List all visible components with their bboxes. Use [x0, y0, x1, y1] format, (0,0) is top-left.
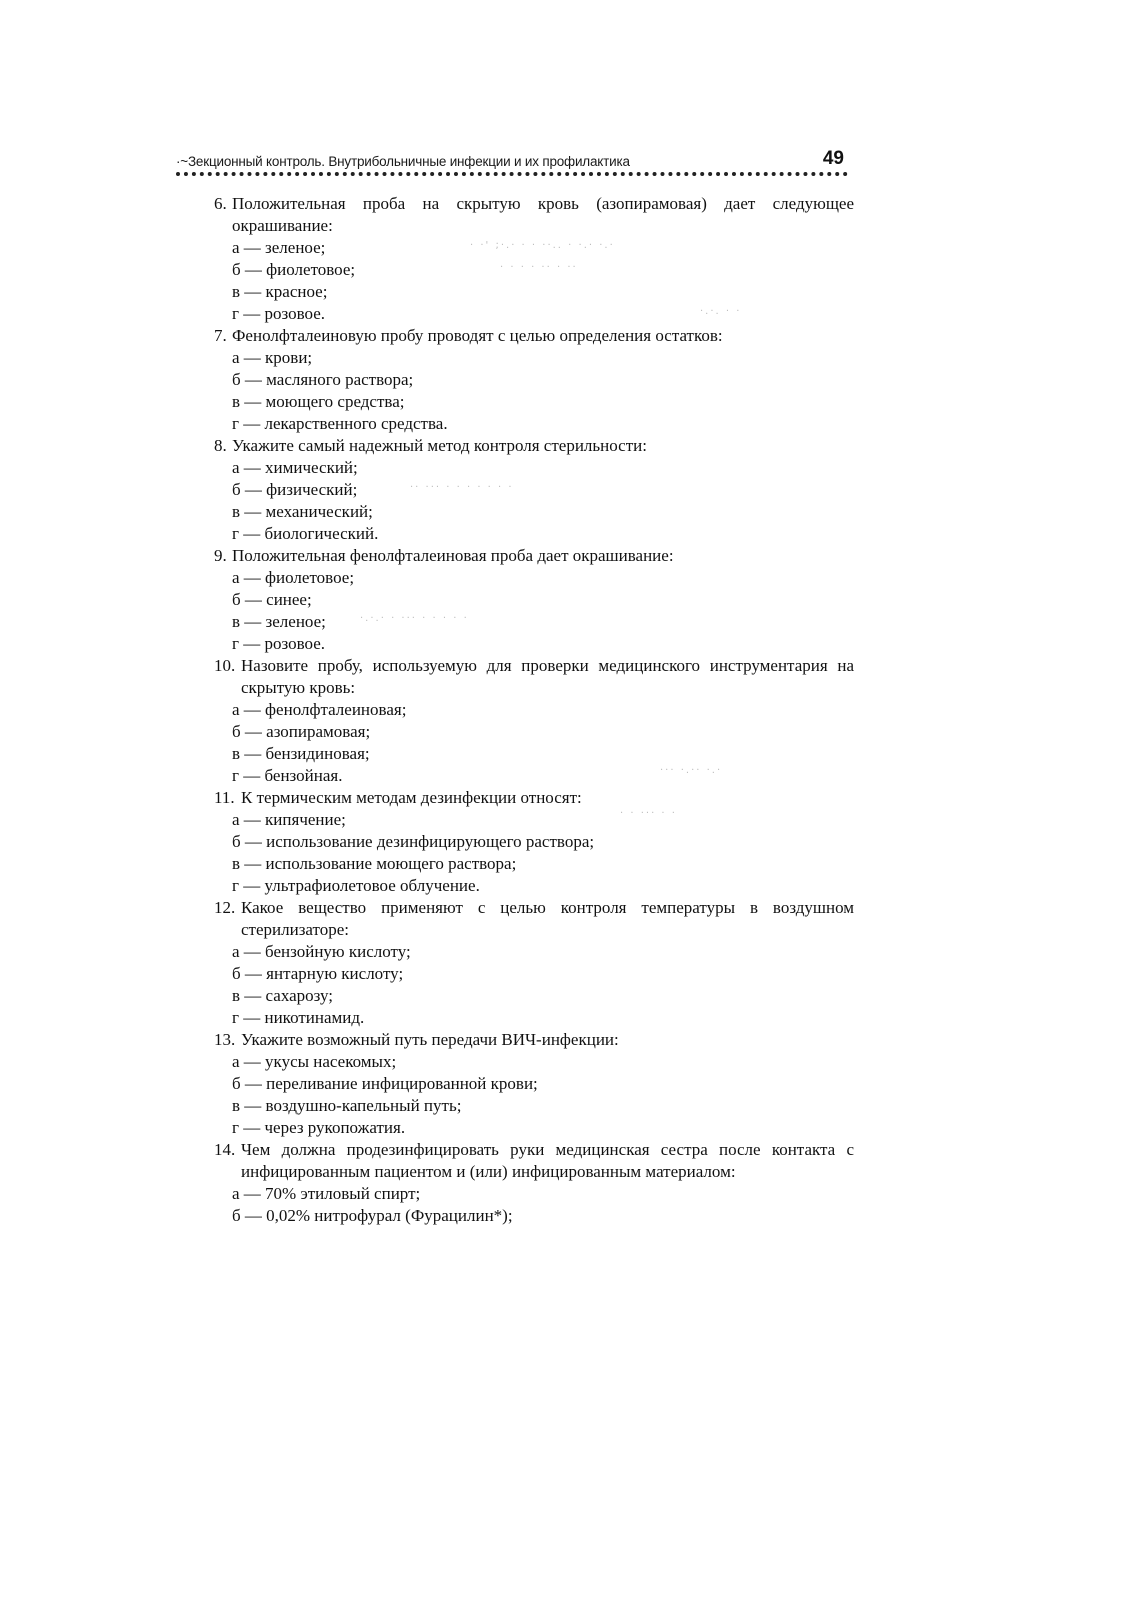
- answer-option: б — переливание инфицированной крови;: [232, 1074, 538, 1093]
- answer-option: а — 70% этиловый спирт;: [232, 1184, 421, 1203]
- answer-option: в — бензидиновая;: [232, 744, 370, 763]
- question-10: [214, 655, 854, 787]
- answer-options: [214, 699, 854, 787]
- answer-option: в — зеленое;: [232, 612, 326, 631]
- answer-options: [214, 1183, 854, 1227]
- answer-option: г — никотинамид.: [232, 1008, 365, 1027]
- question-number: 13.: [214, 1030, 236, 1049]
- question-8: [214, 435, 854, 545]
- answer-option: б — 0,02% нитрофурал (Фурацилин*);: [232, 1206, 513, 1225]
- question-6: [214, 193, 854, 325]
- answer-option: а — фенолфталеиновая;: [232, 700, 407, 719]
- answer-option: а — кипячение;: [232, 810, 346, 829]
- answer-options: [214, 809, 854, 897]
- question-text: Назовите пробу, используемую для проверки медицинского инструментария на скрытую кровь:: [241, 656, 854, 697]
- answer-option: г — розовое.: [232, 634, 326, 653]
- question-12: [214, 897, 854, 1029]
- question-9: [214, 545, 854, 655]
- answer-option: в — механический;: [232, 502, 373, 521]
- answer-option: б — масляного раствора;: [232, 370, 414, 389]
- question-11: [214, 787, 854, 897]
- answer-option: а — химический;: [232, 458, 358, 477]
- answer-option: б — физический;: [232, 480, 358, 499]
- scan-noise: ·· ··· · · · · · · ·: [410, 482, 514, 493]
- question-text: К термическим методам дезинфекции относят:: [241, 788, 582, 807]
- running-title: ·~Зекционный контроль. Внутрибольничные инфекции и их профилактика: [176, 154, 630, 169]
- scan-noise: ·.·.· · ··· · · · · ·: [360, 613, 469, 624]
- answer-options: [214, 567, 854, 655]
- answer-option: г — лекарственного средства.: [232, 414, 448, 433]
- question-text: Положительная проба на скрытую кровь (азопирамовая) дает следующее окрашивание:: [232, 194, 854, 235]
- question-number: 10.: [214, 656, 236, 675]
- question-number: 12.: [214, 898, 236, 917]
- answer-option: б — синее;: [232, 590, 312, 609]
- answer-option: в — красное;: [232, 282, 328, 301]
- dotted-divider: [176, 172, 848, 176]
- question-number: 7.: [214, 326, 227, 345]
- answer-option: г — розовое.: [232, 304, 326, 323]
- answer-option: в — моющего средства;: [232, 392, 405, 411]
- answer-option: в — использование моющего раствора;: [232, 854, 517, 873]
- question-text: Положительная фенолфталеиновая проба дает окрашивание:: [232, 546, 674, 565]
- question-7: [214, 325, 854, 435]
- answer-option: в — воздушно-капельный путь;: [232, 1096, 462, 1115]
- scan-noise: · ·' ;·.· · · ··.. · ·.· ·.·: [470, 240, 615, 251]
- answer-options: [214, 941, 854, 1029]
- question-13: [214, 1029, 854, 1139]
- question-number: 8.: [214, 436, 227, 455]
- answer-option: в — сахарозу;: [232, 986, 334, 1005]
- question-text: Укажите самый надежный метод контроля стерильности:: [232, 436, 647, 455]
- question-list: [214, 193, 854, 1227]
- answer-option: г — через рукопожатия.: [232, 1118, 406, 1137]
- question-number: 11.: [214, 788, 235, 807]
- answer-option: б — янтарную кислоту;: [232, 964, 404, 983]
- scan-noise: · · ··· · ·: [620, 808, 677, 819]
- answer-option: а — фиолетовое;: [232, 568, 355, 587]
- question-text: Фенолфталеиновую пробу проводят с целью определения остатков:: [232, 326, 723, 345]
- answer-option: б — использование дезинфицирующего раствора;: [232, 832, 595, 851]
- answer-option: а — зеленое;: [232, 238, 326, 257]
- answer-options: [214, 347, 854, 435]
- answer-option: а — крови;: [232, 348, 313, 367]
- question-number: 6.: [214, 194, 227, 213]
- answer-option: а — укусы насекомых;: [232, 1052, 397, 1071]
- question-14: [214, 1139, 854, 1227]
- answer-option: б — фиолетовое;: [232, 260, 356, 279]
- question-number: 14.: [214, 1140, 236, 1159]
- question-text: Чем должна продезинфицировать руки медицинская сестра после контакта с инфицированным пациентом и (или) инфицированным материалом:: [241, 1140, 854, 1181]
- answer-options: [214, 1051, 854, 1139]
- question-text: Укажите возможный путь передачи ВИЧ-инфекции:: [241, 1030, 619, 1049]
- answer-option: а — бензойную кислоту;: [232, 942, 411, 961]
- question-text: Какое вещество применяют с целью контроля температуры в воздушном стерилизаторе:: [241, 898, 854, 939]
- answer-option: г — бензойная.: [232, 766, 343, 785]
- answer-options: [214, 457, 854, 545]
- page-header: [176, 148, 856, 188]
- answer-option: г — ультрафиолетовое облучение.: [232, 876, 480, 895]
- page-number: 49: [822, 148, 844, 169]
- scan-noise: · · · · ·· · ··: [500, 262, 578, 273]
- scan-noise: ··· ·.·· ·.·: [660, 765, 723, 776]
- question-number: 9.: [214, 546, 227, 565]
- answer-option: г — биологический.: [232, 524, 379, 543]
- scan-noise: ·.·. · ·: [700, 306, 742, 317]
- answer-option: б — азопирамовая;: [232, 722, 371, 741]
